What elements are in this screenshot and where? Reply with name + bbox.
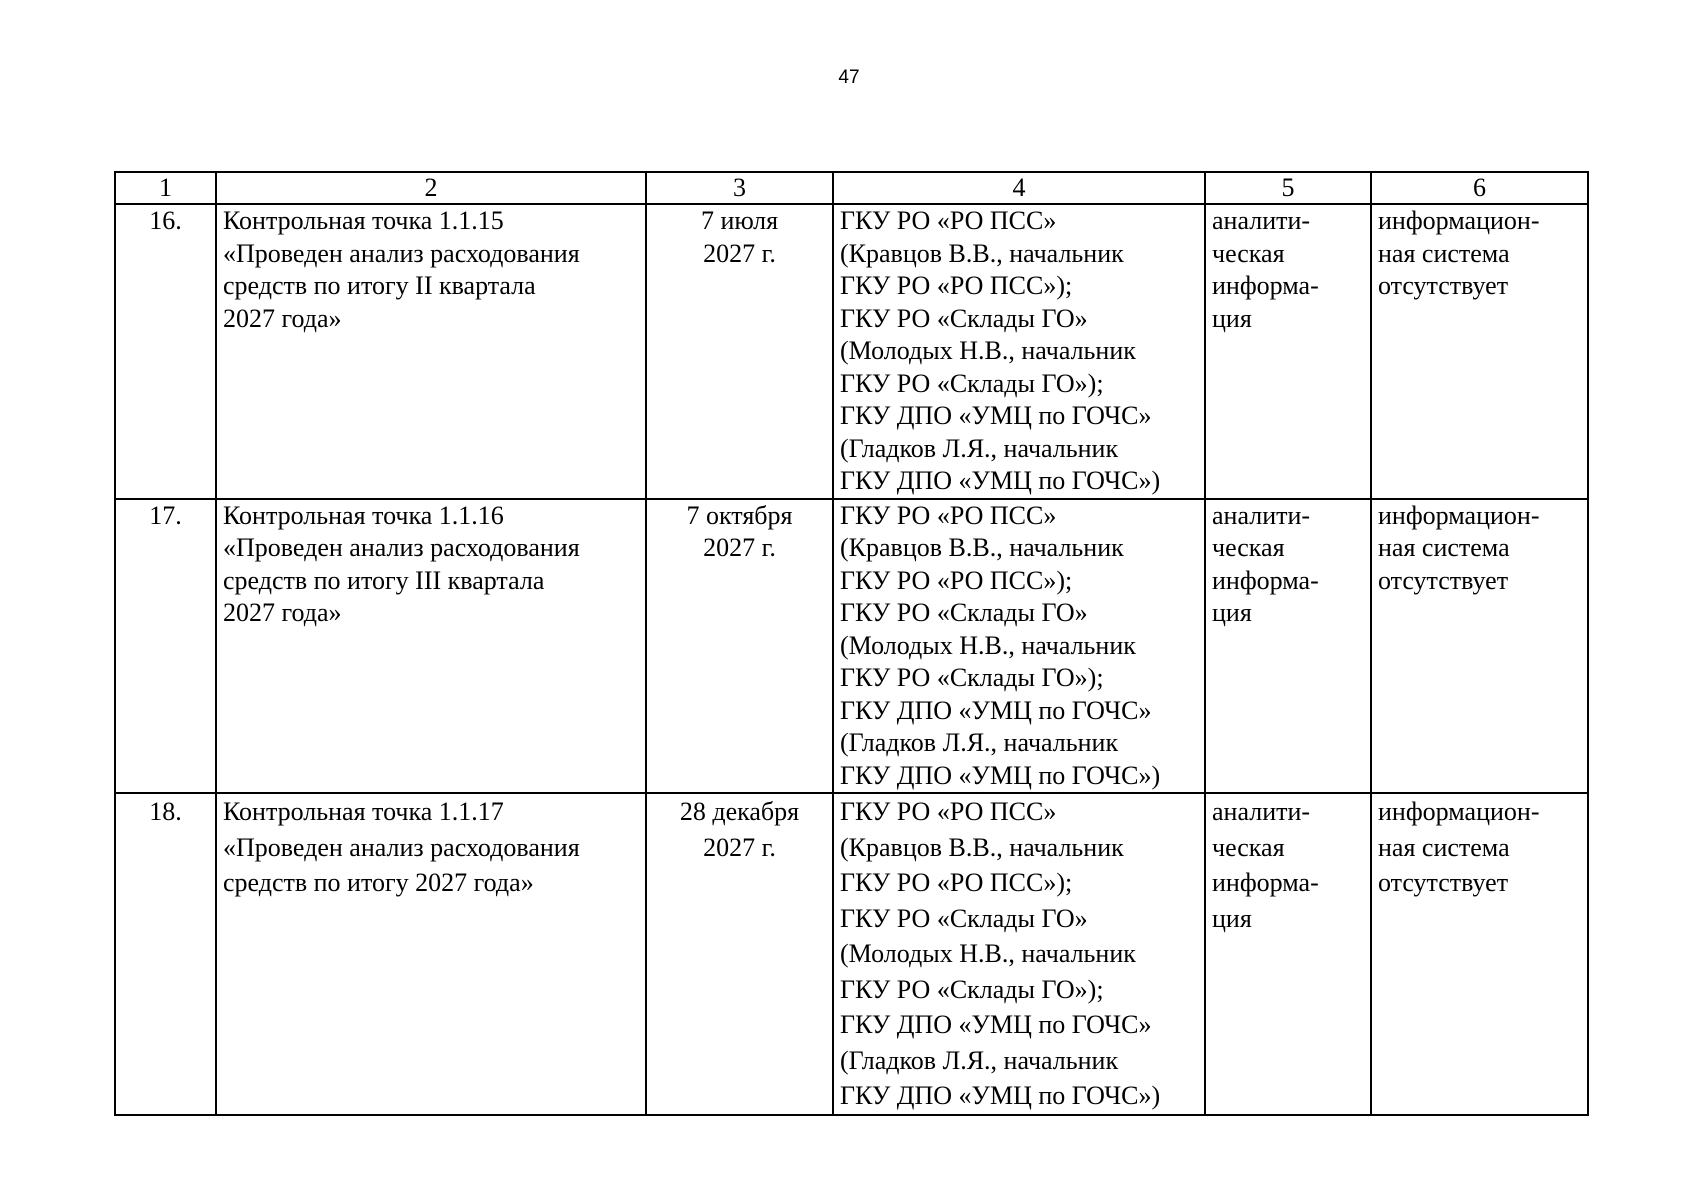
responsible-line: (Кравцов В.В., начальник — [840, 238, 1124, 268]
responsible-line: ГКУ РО «РО ПСС»); — [840, 868, 1073, 897]
doc-type-line: ческая — [1212, 533, 1285, 562]
table-row — [115, 499, 1588, 794]
date-line: 7 октября — [686, 500, 793, 530]
table-row — [115, 204, 1588, 499]
column-number-cell: 1 — [115, 172, 216, 204]
date-line: 2027 г. — [703, 238, 776, 268]
responsible-line: (Молодых Н.В., начальник — [840, 630, 1136, 660]
responsible-cell — [833, 793, 1205, 1115]
doc-type-cell — [1205, 204, 1371, 499]
event-cell — [216, 204, 646, 499]
responsible-line: ГКУ РО «Склады ГО»); — [840, 368, 1104, 398]
column-number-row — [115, 172, 1588, 204]
row-number-cell — [115, 793, 216, 1115]
date-line: 2027 г. — [703, 533, 776, 562]
responsible-line: ГКУ ДПО «УМЦ по ГОЧС» — [840, 695, 1152, 725]
date-cell — [646, 499, 833, 794]
responsible-line: (Кравцов В.В., начальник — [840, 533, 1124, 562]
responsible-line: ГКУ РО «Склады ГО»); — [840, 974, 1104, 1004]
doc-type-line: информа- — [1212, 868, 1319, 897]
responsible-line: ГКУ РО «РО ПСС» — [840, 206, 1057, 235]
info-system-line: информацион- — [1378, 797, 1540, 826]
info-system-line: отсутствует — [1378, 868, 1509, 897]
event-line: 2027 года» — [223, 303, 342, 333]
responsible-line: ГКУ РО «РО ПСС»); — [840, 271, 1073, 300]
doc-type-line: ческая — [1212, 832, 1285, 862]
info-system-cell — [1371, 793, 1588, 1115]
event-line: 2027 года» — [223, 598, 342, 627]
responsible-line: ГКУ РО «Склады ГО» — [840, 303, 1088, 333]
responsible-line: ГКУ РО «РО ПСС» — [840, 500, 1057, 530]
info-system-line: ная система — [1378, 832, 1510, 862]
event-line: средств по итогу III квартала — [223, 565, 545, 595]
page-number: 47 — [838, 67, 860, 88]
column-number-cell: 5 — [1205, 172, 1371, 204]
responsible-line: ГКУ РО «Склады ГО»); — [840, 663, 1104, 692]
date-cell — [646, 793, 833, 1115]
date-cell — [646, 204, 833, 499]
responsible-line: ГКУ РО «РО ПСС» — [840, 797, 1057, 826]
event-line: «Проведен анализ расходования — [223, 832, 580, 862]
event-line: средств по итогу II квартала — [223, 271, 536, 300]
info-system-line: информацион- — [1378, 206, 1540, 235]
responsible-line: ГКУ РО «Склады ГО» — [840, 903, 1088, 933]
responsible-line: (Гладков Л.Я., начальник — [840, 728, 1119, 757]
responsible-cell — [833, 499, 1205, 794]
responsible-line: ГКУ ДПО «УМЦ по ГОЧС» — [840, 401, 1152, 430]
row-number: 16. — [149, 206, 182, 235]
doc-type-line: аналити- — [1212, 797, 1311, 826]
info-system-cell — [1371, 499, 1588, 794]
table-row — [115, 793, 1588, 1115]
control-points-table — [114, 171, 1589, 1116]
responsible-line: ГКУ РО «РО ПСС»); — [840, 565, 1073, 595]
info-system-line: ная система — [1378, 533, 1510, 562]
column-number-cell: 2 — [216, 172, 646, 204]
column-number-cell: 3 — [646, 172, 833, 204]
event-cell — [216, 499, 646, 794]
doc-type-line: ция — [1212, 903, 1252, 933]
row-number-cell — [115, 499, 216, 794]
date-line: 7 июля — [700, 206, 779, 235]
row-number-cell — [115, 204, 216, 499]
responsible-line: (Молодых Н.В., начальник — [840, 939, 1136, 968]
doc-type-line: информа- — [1212, 565, 1319, 595]
date-line: 2027 г. — [703, 832, 776, 862]
info-system-line: ная система — [1378, 238, 1510, 268]
date-line: 28 декабря — [679, 797, 800, 826]
responsible-line: ГКУ ДПО «УМЦ по ГОЧС» — [840, 1010, 1152, 1039]
doc-type-line: ческая — [1212, 238, 1285, 268]
doc-type-cell — [1205, 793, 1371, 1115]
responsible-line: ГКУ ДПО «УМЦ по ГОЧС») — [840, 1081, 1161, 1110]
column-number-cell: 4 — [833, 172, 1205, 204]
info-system-line: информацион- — [1378, 500, 1540, 530]
event-line: Контрольная точка 1.1.16 — [223, 500, 504, 530]
event-line: Контрольная точка 1.1.15 — [223, 206, 504, 235]
column-number-cell: 6 — [1371, 172, 1588, 204]
responsible-line: (Кравцов В.В., начальник — [840, 832, 1124, 862]
row-number: 17. — [149, 500, 182, 530]
doc-type-line: аналити- — [1212, 206, 1311, 235]
doc-type-line: аналити- — [1212, 500, 1311, 530]
info-system-cell — [1371, 204, 1588, 499]
event-line: «Проведен анализ расходования — [223, 533, 580, 562]
responsible-line: (Молодых Н.В., начальник — [840, 336, 1136, 365]
responsible-cell — [833, 204, 1205, 499]
row-number: 18. — [149, 797, 182, 826]
info-system-line: отсутствует — [1378, 565, 1509, 595]
responsible-line: ГКУ ДПО «УМЦ по ГОЧС») — [840, 760, 1161, 790]
doc-type-cell — [1205, 499, 1371, 794]
info-system-line: отсутствует — [1378, 271, 1509, 300]
doc-type-line: ция — [1212, 598, 1252, 627]
doc-type-line: информа- — [1212, 271, 1319, 300]
event-line: средств по итогу 2027 года» — [223, 868, 534, 897]
event-cell — [216, 793, 646, 1115]
event-line: «Проведен анализ расходования — [223, 238, 580, 268]
responsible-line: ГКУ ДПО «УМЦ по ГОЧС») — [840, 466, 1161, 495]
event-line: Контрольная точка 1.1.17 — [223, 797, 504, 826]
responsible-line: (Гладков Л.Я., начальник — [840, 433, 1119, 463]
doc-type-line: ция — [1212, 303, 1252, 333]
responsible-line: ГКУ РО «Склады ГО» — [840, 598, 1088, 627]
responsible-line: (Гладков Л.Я., начальник — [840, 1045, 1119, 1075]
